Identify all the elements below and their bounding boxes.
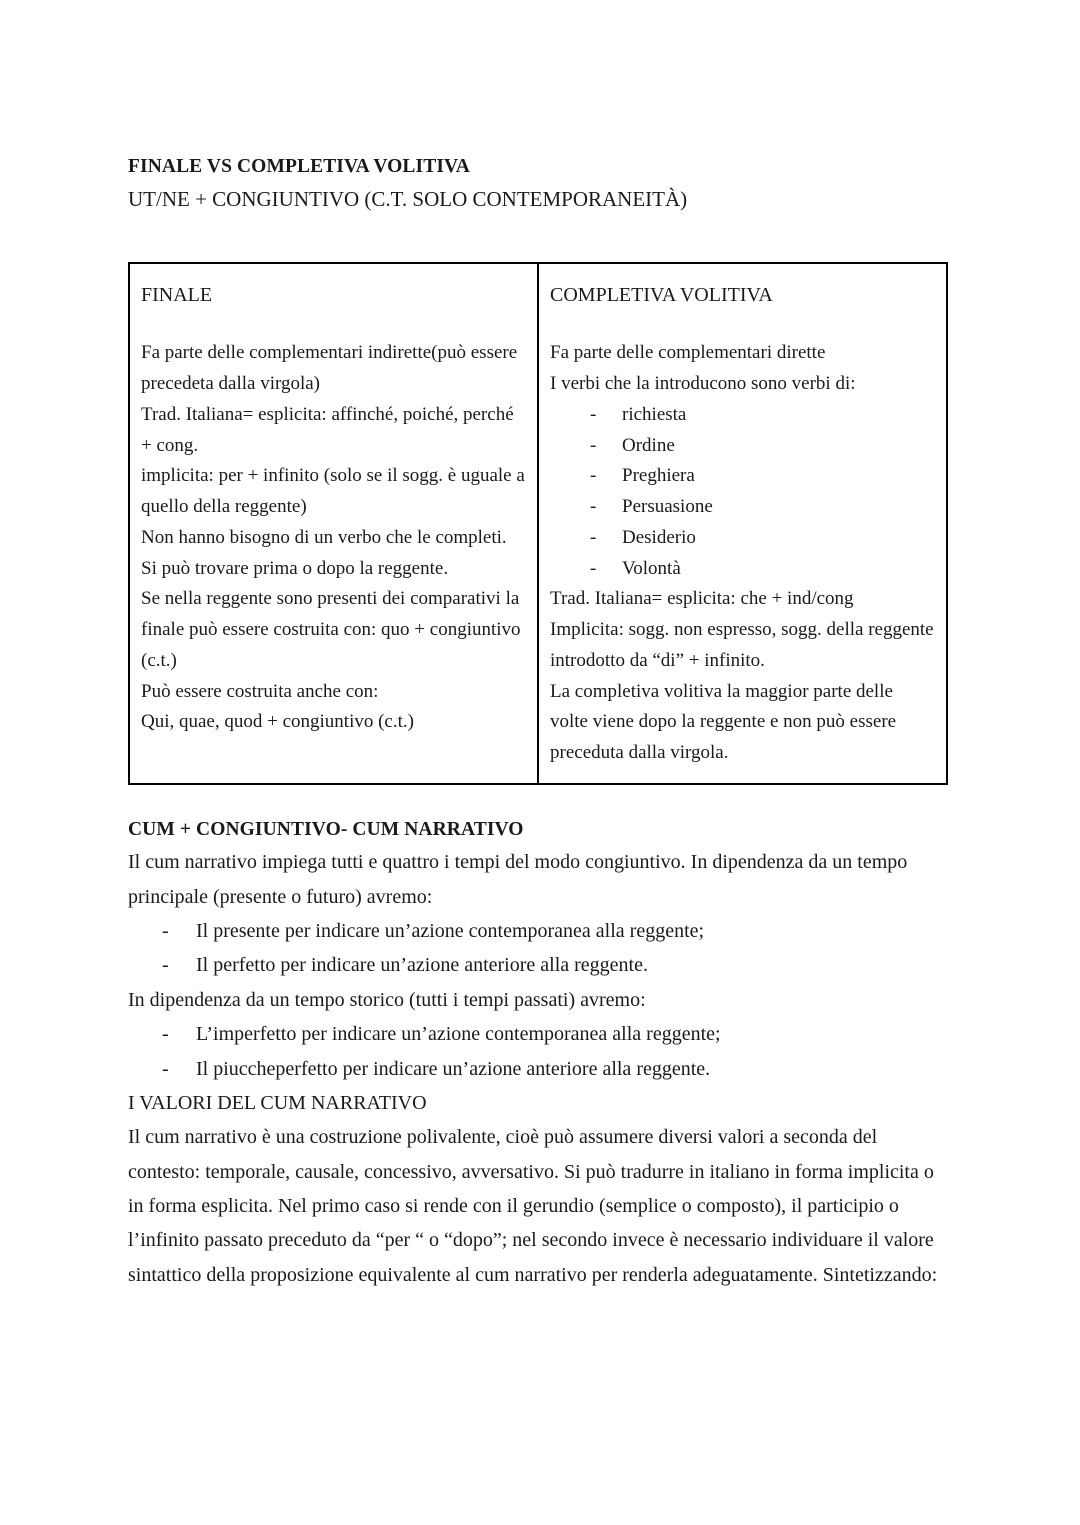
finale-line: Può essere costruita anche con: [141,680,379,702]
dash-bullet-icon: - [590,557,597,579]
completiva-line: I verbi che la introducono sono verbi di: [550,373,856,394]
list-item-label: Ordine [622,434,675,456]
principale-items-list [128,914,950,983]
list-item-label: Volontà [622,557,681,579]
list-item-label: richiesta [622,403,687,425]
finale-line: Qui, quae, quod + congiuntivo (c.t.) [141,711,414,733]
page-subtitle: UT/NE + CONGIUNTIVO (C.T. SOLO CONTEMPORANEITÀ) [128,187,688,212]
list-item [550,523,934,554]
table-cell-finale [129,263,538,784]
document-body [128,152,950,1292]
list-item [128,914,950,948]
list-item-label: L’imperfetto per indicare un’azione contemporanea alla reggente; [196,1023,721,1046]
cum-section-heading: CUM + CONGIUNTIVO- CUM NARRATIVO [128,818,524,840]
page-title: FINALE VS COMPLETIVA VOLITIVA [128,156,470,177]
list-item [550,431,934,462]
spacer [128,785,950,815]
table-cell-completiva-volitiva [538,263,947,784]
completiva-line: Trad. Italiana= esplicita: che + ind/cong [550,588,854,610]
finale-line: Si può trovare prima o dopo la reggente. [141,557,449,579]
list-item [128,1052,950,1086]
finale-line: Se nella reggente sono presenti dei comparativi la finale può essere costruita con: quo + congiuntivo (c.t.) [141,588,521,671]
dash-bullet-icon: - [590,465,597,487]
completiva-line: La completiva volitiva la maggior parte delle volte viene dopo la reggente e non può essere preceduta dalla virgola. [550,680,897,764]
list-item [550,492,934,523]
list-item-label: Desiderio [622,526,696,548]
dash-bullet-icon: - [590,403,597,425]
list-item-label: Il piuccheperfetto per indicare un’azione anteriore alla reggente. [196,1057,711,1080]
finale-line: Fa parte delle complementari indirette(può essere precedeta dalla virgola) [141,342,518,394]
list-item [550,461,934,492]
list-item-label: Il perfetto per indicare un’azione anteriore alla reggente. [196,954,648,977]
dash-bullet-icon: - [590,526,597,548]
completiva-column-heading: COMPLETIVA VOLITIVA [550,284,773,307]
list-item-label: Preghiera [622,465,695,487]
list-item [128,1017,950,1051]
finale-vs-completiva-table [128,262,948,785]
valori-paragraph: Il cum narrativo è una costruzione polivalente, cioè può assumere diversi valori a seconda del contesto: temporale, causale, concessivo, avversativo. Si può tradurre in italiano in forma implicita o in forma esplicita. Nel primo caso si rende con il gerundio (semplice o composto), il participio o l’infinito passato preceduto da “per “ o “dopo”; nel secondo invece è necessario individuare il valore sintattico della proposizione equivalente al cum narrativo per renderla adeguatamente. Sintetizzando: [128,1126,938,1286]
cum-intro-paragraph: Il cum narrativo impiega tutti e quattro i tempi del modo congiuntivo. In dipendenza da un tempo principale (presente o futuro) avremo: [128,851,908,908]
dash-bullet-icon: - [162,1023,169,1046]
finale-line: Trad. Italiana= esplicita: affinché, poiché, perché + cong. [141,403,514,456]
dash-bullet-icon: - [162,954,169,977]
completiva-line: Implicita: sogg. non espresso, sogg. della reggente introdotto da “di” + infinito. [550,619,934,671]
list-item [128,948,950,982]
storico-items-list [128,1017,950,1086]
finale-column-heading: FINALE [141,284,213,307]
dash-bullet-icon: - [590,434,597,456]
dash-bullet-icon: - [162,1057,169,1080]
completiva-line: Fa parte delle complementari dirette [550,342,826,364]
list-item [550,400,934,431]
finale-line: implicita: per + infinito (solo se il sogg. è uguale a quello della reggente) [141,465,525,518]
valori-heading: I VALORI DEL CUM NARRATIVO [128,1091,427,1114]
storico-lead-paragraph: In dipendenza da un tempo storico (tutti i tempi passati) avremo: [128,988,646,1011]
list-item [550,554,934,585]
dash-bullet-icon: - [162,919,169,942]
list-item-label: Il presente per indicare un’azione contemporanea alla reggente; [196,919,705,942]
dash-bullet-icon: - [590,496,597,518]
finale-line: Non hanno bisogno di un verbo che le completi. [141,526,507,548]
list-item-label: Persuasione [622,496,713,518]
verb-types-list [550,400,934,585]
table-row [129,263,947,784]
